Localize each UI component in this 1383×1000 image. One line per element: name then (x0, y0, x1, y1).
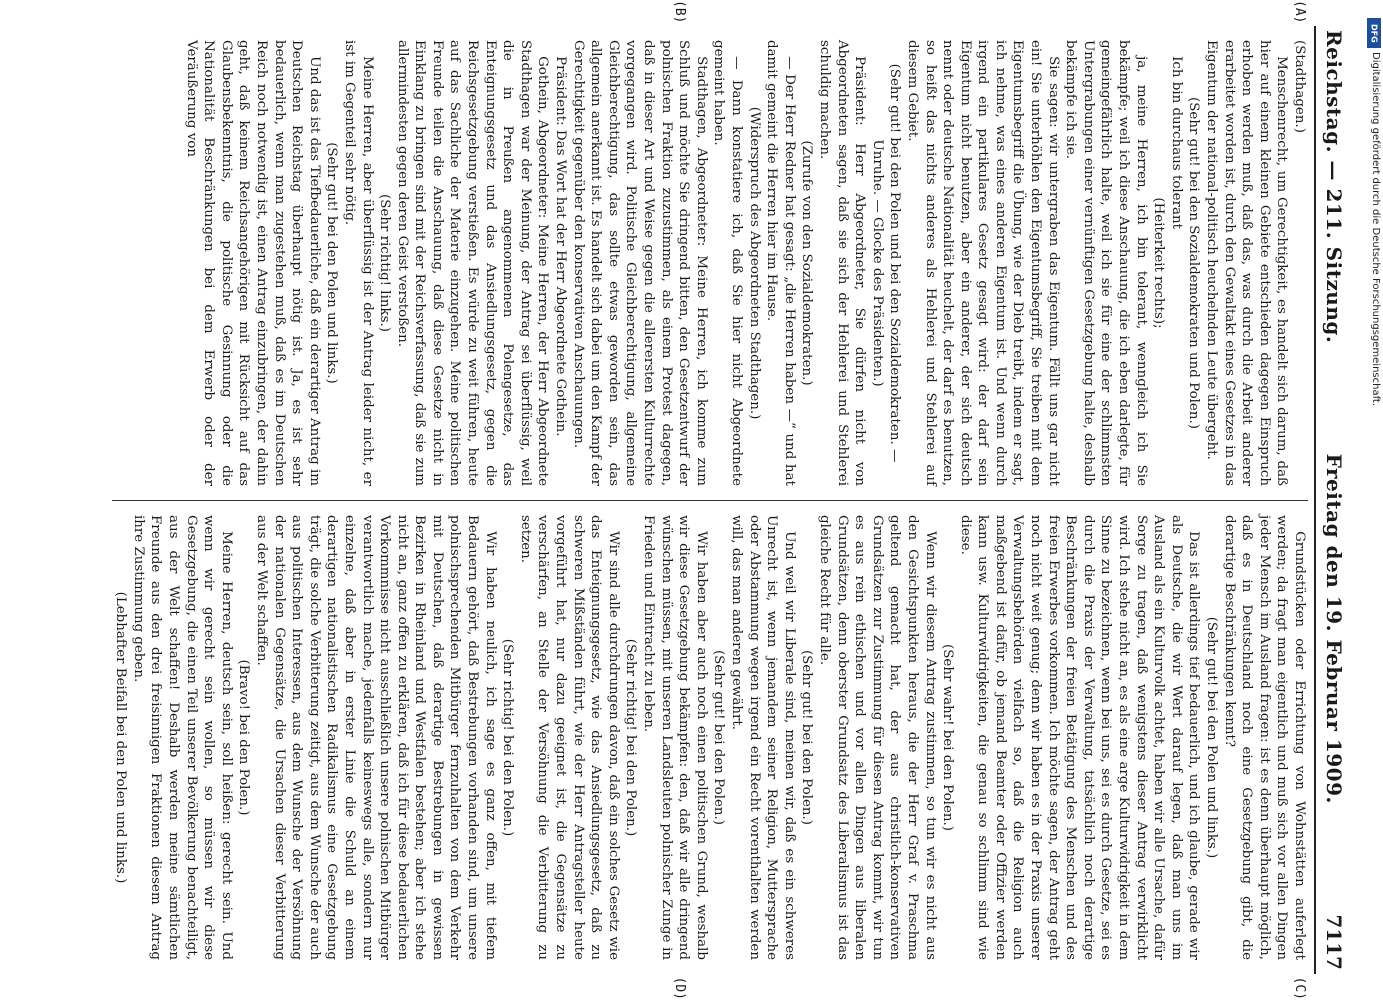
margin-marker-a: (A) (1292, 0, 1307, 24)
paragraph: Wir sind alle durchdrungen davon, daß ein solches Gesetz wie das Enteignungsgesetz, wie das Ansiedlungsgesetz, daß zu schweren Mißständen führt, wie der Herr Antragsteller heute vorgeführt hat, nur dazu geeignet ist, die Gegensätze zu verschärfen, an Stelle der Versöhnung die Verbitterung zu setzen. (517, 515, 621, 960)
interjection: (Sehr richtig! bei den Polen.) (500, 638, 516, 837)
page-number: 7117 (1322, 914, 1346, 970)
interjection: (Sehr gut! bei den Polen und links.) (1204, 616, 1220, 859)
interjection: (Heiterkeit rechts); (1151, 197, 1167, 329)
paragraph: ja, meine Herren, ich bin tolerant, wenngleich ich Sie bekämpfe; weil ich diese Anschauung, die ich eben darlegte, für gemeingefährlich halte, weil ich sie für eine der schlimmsten Untergrabungen einer vernünftigen Gesetzgebung halte, deshalb bekämpfe ich sie. (1063, 40, 1149, 486)
paragraph: Grundstücken oder Errichtung von Wohnstätten auferlegt werden; da fragt man eigentlich und muß sich vor allen Dingen jeder Mensch im Ausland fragen: ist es denn überhaupt möglich, daß es in Deutschland noch eine Gesetzgebung gibt, die derartige Beschränkungen kennt? (1221, 515, 1307, 960)
paragraph: Menschenrecht, um Gerechtigkeit, es handelt sich darum, daß hier auf einem kleinen Gebiete entschieden dagegen Einspruch erhoben werden muß, daß das, was durch die Arbeit anderer erarbeitet worden ist, durch den Gewaltakt eines Gesetzes in das Eigentum der national-politisch heuchelnden Leute übergeht. (1204, 40, 1290, 486)
paragraph: Und das ist das Tiefbedauerliche, daß ein derartiger Antrag im Deutschen Reichstag überhaupt nötig ist. Ja, es ist sehr bedauerlich, wenn man zugestehen muß, daß es im Deutschen Reich noch notwendig ist, einen Antrag einzubringen, der dahin geht, daß keinem Reichsangehörigen mit Rücksicht auf das Glaubensbekenntnis, die politische Gesinnung oder die Nationalität Beschränkungen bei dem Erwerb oder der Veräußerung von (183, 40, 322, 486)
interjection: (Stadthagen.) (1292, 40, 1307, 133)
left-column (112, 0, 1308, 500)
margin-marker-d: (D) (672, 976, 687, 1000)
interjection: (Sehr richtig! links.) (377, 194, 393, 332)
margin-marker-c: (C) (1292, 976, 1307, 1000)
header-left: Reichstag. — 211. Sitzung. (1322, 30, 1346, 344)
interjection: (Sehr gut! bei den Sozialdemokraten und Polen.) (1186, 97, 1202, 429)
paragraph: Sie sagen: wir untergraben das Eigentum. Fällt uns gar nicht ein! Sie unterhöhlen den Eigentumsbegriff, Sie treiben mit dem Eigentumsbegriff die Übung, wie der Dieb treibt, indem er sagt, ich nehme, was eines anderen Eigentum ist. Und wenn durch irgend ein partikulares Gesetz gesagt wird: der darf sein Eigentum nicht benutzen, aber ein anderer, der sich deutsch nennt oder deutsche Nationalität heuchelt, der darf es benutzen, so heißt das nichts anderes als Hehlerei und Stehlerei auf diesem Gebiet. (904, 40, 1061, 486)
text-columns (112, 0, 1308, 1000)
margin-marker-b: (B) (672, 0, 687, 24)
paragraph: Präsident: Das Wort hat der Herr Abgeordnete Gothein. (553, 56, 569, 437)
paragraph: Stadthagen, Abgeordneter: Meine Herren, ich komme zum Schluß und möchte Sie dringend bitten, den Gesetzentwurf der polnischen Fraktion zuzustimmen, als einem Protest dagegen, daß in dieser Art und Weise gegen die allerersten Kulturrechte vorgegangen wird. Politische Gleichberechtigung, allgemeine Gleichberechtigung, das sollte etwas geworden sein, das allgemein anerkannt ist. Es handelt sich dabei um den Kampf der Gerechtigkeit gegenüber den konservativen Anschauungen. (570, 40, 709, 486)
paragraph: Meine Herren, aber überflüssig ist der Antrag leider nicht, er ist im Gegenteil sehr nötig. (341, 40, 375, 486)
paragraph: Wir haben neulich, ich sage es ganz offen, mit tiefem Bedauern gehört, daß Bestrebungen vorhanden sind, um unsere polnischsprechenden Mitbürger fernzuhalten von dem Verkehr mit Deutschen, daß derartige Bestrebungen in gewissen Bezirken in Rheinland und Westfalen bestehen; aber ich stehe nicht an, ganz offen zu erklären, daß ich für diese bedauerlichen Vorkommnisse nicht ausschließlich unsere polnischen Mitbürger verantwortlich mache, jedenfalls keineswegs alle, sondern nur einzelne, daß aber in erster Linie die Schuld an einem derartigen nationalistischen Radikalismus eine Gesetzgebung trägt, die solche Verbitterung zeitigt, aus dem Wunsche der auch aus politischen Interessen, aus dem Wunsche der Versöhnung der nationalen Gegensätze, die Ursachen dieser Verbitterung aus der Welt schaffen. (253, 515, 498, 960)
interjection: (Widerspruch des Abgeordneten Stadthagen.) (746, 106, 762, 420)
interjection: (Bravo! bei den Polen.) (236, 659, 252, 816)
paragraph: Ich bin durchaus tolerant (1168, 56, 1184, 229)
newspaper-page (22, 0, 1362, 1000)
interjection: (Lebhafter Beifall bei den Polen und links.) (113, 591, 129, 884)
interjection: (Sehr richtig! bei den Polen.) (623, 638, 639, 837)
dfg-logo: DFG (1367, 18, 1381, 48)
header-date: Freitag den 19. Februar 1909. (1322, 453, 1346, 804)
interjection: (Sehr gut! bei den Polen und links.) (324, 142, 340, 384)
paragraph: Und weil wir Liberale sind, meinen wir, daß es ein schweres Unrecht ist, wenn jemandem seiner Religion, Muttersprache oder Abstammung wegen irgend ein Recht vorenthalten werden will, das man anderen gewährt. (729, 515, 797, 960)
paragraph: Meine Herren, deutsch sein, soll heißen: gerecht sein. Und wenn wir gerecht sein wollen, so müssen wir diese Gesetzgebung, die einen Teil unserer Bevölkerung benachteiligt, aus der Welt schaffen! Deshalb werden meine sämtlichen Freunde aus den drei freisinnigen Fraktionen diesem Antrag ihre Zustimmung geben. (130, 515, 234, 960)
right-column (112, 500, 1308, 1000)
paragraph: Präsident: Herr Abgeordneter, Sie dürfen nicht von Abgeordneten sagen, daß sie sich der Hehlerei und Stehlerei schuldig machen. (816, 40, 868, 486)
paragraph: Wir haben aber auch noch einen politischen Grund, weshalb wir diese Gesetzgebung bekämpfen: den, daß wir alle dringend wünschen müssen, mit unseren Landsleuten polnischer Zunge in Frieden und Eintracht zu leben. (641, 515, 709, 960)
interjection: (Sehr gut! bei den Polen und bei den Sozialdemokraten. — Unruhe. — Glocke des Präsidenten.) (869, 63, 903, 463)
digitization-credit: Digitalisierung gefördert durch die Deutsche Forschungsgemeinschaft. (1370, 52, 1381, 407)
interjection: (Sehr gut! bei den Polen.) (799, 649, 815, 826)
paragraph: Gothein, Abgeordneter: Meine Herren, der Herr Abgeordnete Stadthagen war der Meinung, der Antrag sei überflüssig, weil die in Preußen angenommenen Polengesetze, das Enteignungsgesetz und das Ansiedlungsgesetz, gegen die Reichsgesetzgebung verstießen. Es würde zu weit führen, heute auf das Sachliche der Materie einzugehen. Meine politischen Freunde teilen die Anschauung, daß diese Gesetze nicht in Einklang zu bringen sind mit der Reichsverfassung, daß sie zum allermindesten gegen deren Geist verstoßen. (394, 40, 551, 486)
paragraph: Wenn wir diesem Antrag zustimmen, so tun wir es nicht aus den Gesichtspunkten heraus, die der Herr Graf v. Praschma geltend gemacht hat, der aus christlich-konservativen Grundsätzen zur Zustimmung für diesen Antrag kommt, wir tun es aus rein ethischen und vor allen Dingen aus liberalen Grundsätzen, denn oberster Grundsatz des Liberalismus ist das gleiche Recht für alle. (816, 515, 938, 960)
paragraph: Das ist allerdings tief bedauerlich, und ich glaube, gerade wir als Deutsche, die wir Wert darauf legen, daß man uns im Ausland als ein Kulturvolk achtet, haben wir alle Ursache, dafür Sorge zu tragen, daß wenigstens dieser Antrag verwirklicht wird. Ich stehe nicht an, es als eine arge Kulturwidrigkeit in dem Sinne zu bezeichnen, wenn bei uns, sei es durch Gesetze, sei es durch die Praxis der Verwaltung, tatsächlich noch derartige Beschränkungen der freien Betätigung des Menschen und des freien Erwerbes vorkommen. Ich möchte sagen, der Antrag geht noch nicht weit genug; denn wir haben es in der Praxis unserer Verwaltungsbehörden vielfach so, daß die Religion auch maßgebend ist dafür, ob jemand Beamter oder Offizier werden kann usw. Kulturwidrigkeiten, die genau so schlimm sind wie diese. (957, 515, 1202, 960)
interjection: (Sehr gut! bei den Polen.) (711, 649, 727, 826)
paragraph: — Der Herr Redner hat gesagt: „die Herren haben —“ und hat damit gemeint die Herren hier im Hause. (764, 40, 797, 486)
interjection: (Zurufe von den Sozialdemokraten.) (799, 140, 815, 386)
page-header (1314, 26, 1350, 974)
paragraph: — Dann konstatiere ich, daß Sie hier nicht Abgeordnete gemeint haben. (711, 40, 744, 486)
interjection: (Sehr wahr! bei den Polen.) (940, 644, 956, 831)
